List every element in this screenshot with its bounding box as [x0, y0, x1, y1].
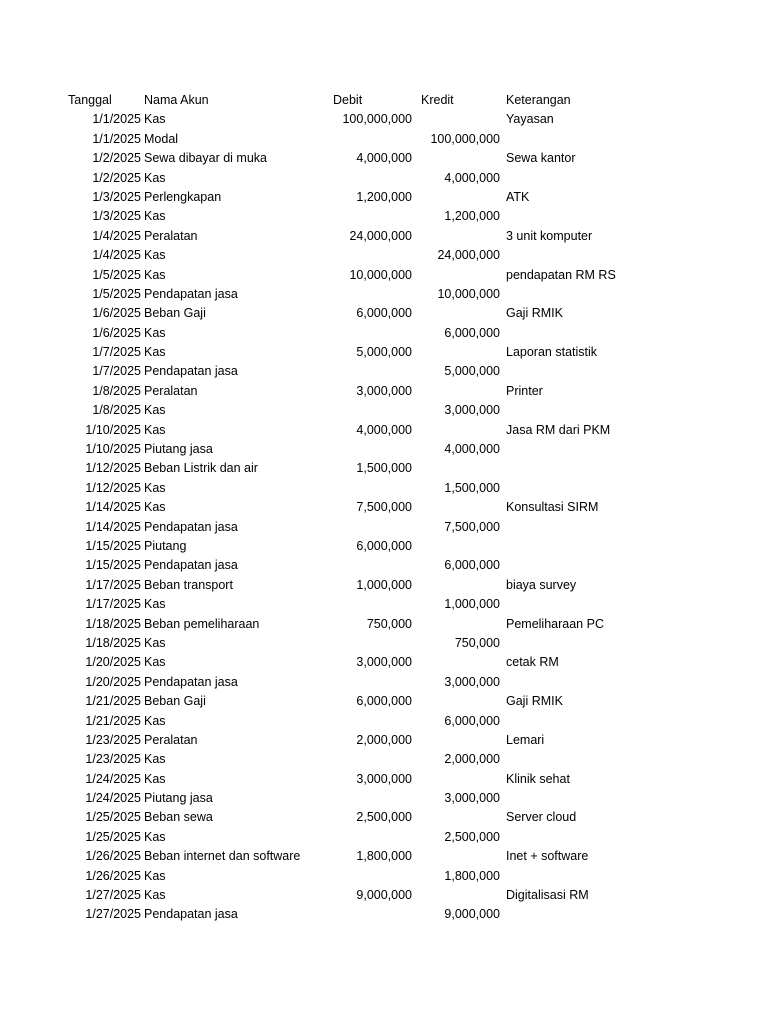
- row-account: Pendapatan jasa: [144, 907, 238, 922]
- header-row: [0, 91, 768, 110]
- row-date: 1/5/2025: [92, 286, 141, 301]
- row-account: Piutang: [144, 538, 187, 553]
- row-account: Kas: [144, 597, 166, 612]
- row-note: Printer: [506, 383, 543, 398]
- row-debit: 3,000,000: [356, 771, 412, 786]
- row-date: 1/20/2025: [85, 674, 141, 689]
- row-debit: 6,000,000: [356, 694, 412, 709]
- row-note: ATK: [506, 189, 530, 204]
- journal-row: [0, 382, 768, 401]
- row-date: 1/8/2025: [92, 383, 141, 398]
- row-credit: 4,000,000: [444, 170, 500, 185]
- row-date: 1/12/2025: [85, 480, 141, 495]
- journal-row: [0, 130, 768, 149]
- row-debit: 3,000,000: [356, 655, 412, 670]
- journal-row: [0, 867, 768, 886]
- row-account: Kas: [144, 888, 166, 903]
- row-credit: 1,000,000: [444, 597, 500, 612]
- row-debit: 3,000,000: [356, 383, 412, 398]
- journal-row: [0, 421, 768, 440]
- row-note: Laporan statistik: [506, 345, 598, 360]
- row-debit: 2,000,000: [356, 732, 412, 747]
- row-debit: 1,800,000: [356, 849, 412, 864]
- journal-row: [0, 595, 768, 614]
- row-credit: 2,500,000: [444, 829, 500, 844]
- row-account: Kas: [144, 345, 166, 360]
- row-account: Kas: [144, 713, 166, 728]
- row-date: 1/14/2025: [85, 500, 141, 515]
- row-note: cetak RM: [506, 655, 559, 670]
- row-credit: 6,000,000: [444, 325, 500, 340]
- row-account: Beban transport: [144, 577, 233, 592]
- row-date: 1/12/2025: [85, 461, 141, 476]
- row-credit: 3,000,000: [444, 791, 500, 806]
- row-note: Server cloud: [506, 810, 577, 825]
- row-account: Beban pemeliharaan: [144, 616, 260, 631]
- journal-row: [0, 207, 768, 226]
- journal-row: [0, 634, 768, 653]
- journal-row: [0, 847, 768, 866]
- journal-row: [0, 459, 768, 478]
- journal-row: [0, 828, 768, 847]
- journal-row: [0, 479, 768, 498]
- journal-row: [0, 149, 768, 168]
- journal-row: [0, 576, 768, 595]
- row-note: Pemeliharaan PC: [506, 616, 604, 631]
- row-credit: 7,500,000: [444, 519, 500, 534]
- journal-row: [0, 246, 768, 265]
- row-debit: 24,000,000: [349, 228, 412, 243]
- row-account: Beban sewa: [144, 810, 213, 825]
- header-credit: Kredit: [421, 93, 454, 107]
- row-date: 1/24/2025: [85, 771, 141, 786]
- row-account: Kas: [144, 325, 166, 340]
- row-note: Yayasan: [506, 112, 554, 127]
- row-debit: 1,000,000: [356, 577, 412, 592]
- row-credit: 6,000,000: [444, 713, 500, 728]
- row-account: Beban Gaji: [144, 694, 206, 709]
- journal-row: [0, 905, 768, 924]
- row-credit: 6,000,000: [444, 558, 500, 573]
- header-debit: Debit: [333, 93, 363, 107]
- row-debit: 1,500,000: [356, 461, 412, 476]
- row-debit: 2,500,000: [356, 810, 412, 825]
- journal-row: [0, 750, 768, 769]
- row-account: Modal: [144, 131, 179, 146]
- row-date: 1/3/2025: [92, 209, 141, 224]
- row-credit: 24,000,000: [437, 248, 500, 263]
- row-credit: 750,000: [454, 635, 500, 650]
- journal-row: [0, 808, 768, 827]
- row-date: 1/27/2025: [85, 888, 141, 903]
- journal-row: [0, 343, 768, 362]
- row-debit: 7,500,000: [356, 500, 412, 515]
- row-account: Kas: [144, 209, 166, 224]
- row-account: Kas: [144, 112, 166, 127]
- row-account: Kas: [144, 868, 166, 883]
- row-date: 1/26/2025: [85, 849, 141, 864]
- journal-row: [0, 188, 768, 207]
- journal-row: [0, 615, 768, 634]
- row-account: Kas: [144, 829, 166, 844]
- row-date: 1/17/2025: [85, 597, 141, 612]
- row-account: Pendapatan jasa: [144, 519, 238, 534]
- row-credit: 1,200,000: [444, 209, 500, 224]
- row-note: Sewa kantor: [506, 151, 576, 166]
- journal-row: [0, 440, 768, 459]
- row-debit: 6,000,000: [356, 306, 412, 321]
- row-date: 1/2/2025: [92, 170, 141, 185]
- journal-row: [0, 498, 768, 517]
- journal-row: [0, 169, 768, 188]
- row-debit: 10,000,000: [349, 267, 412, 282]
- journal-row: [0, 110, 768, 129]
- row-account: Beban internet dan software: [144, 849, 301, 864]
- row-account: Pendapatan jasa: [144, 674, 238, 689]
- journal-row: [0, 304, 768, 323]
- header-date: Tanggal: [68, 93, 112, 107]
- row-date: 1/4/2025: [92, 228, 141, 243]
- row-date: 1/23/2025: [85, 732, 141, 747]
- row-account: Pendapatan jasa: [144, 558, 238, 573]
- row-date: 1/15/2025: [85, 558, 141, 573]
- row-account: Peralatan: [144, 732, 198, 747]
- row-date: 1/21/2025: [85, 694, 141, 709]
- row-note: Lemari: [506, 732, 545, 747]
- row-account: Kas: [144, 248, 166, 263]
- row-date: 1/26/2025: [85, 868, 141, 883]
- header-account: Nama Akun: [144, 93, 209, 107]
- row-date: 1/25/2025: [85, 829, 141, 844]
- header-note: Keterangan: [506, 93, 571, 107]
- row-account: Kas: [144, 267, 166, 282]
- row-date: 1/23/2025: [85, 752, 141, 767]
- row-debit: 4,000,000: [356, 151, 412, 166]
- row-debit: 5,000,000: [356, 345, 412, 360]
- row-date: 1/7/2025: [92, 345, 141, 360]
- row-credit: 9,000,000: [444, 907, 500, 922]
- row-note: biaya survey: [506, 577, 577, 592]
- row-note: Konsultasi SIRM: [506, 500, 599, 515]
- row-date: 1/27/2025: [85, 907, 141, 922]
- row-note: Digitalisasi RM: [506, 888, 589, 903]
- row-debit: 1,200,000: [356, 189, 412, 204]
- row-credit: 5,000,000: [444, 364, 500, 379]
- row-account: Beban Gaji: [144, 306, 206, 321]
- row-note: 3 unit komputer: [506, 228, 593, 243]
- row-account: Piutang jasa: [144, 442, 213, 457]
- journal-row: [0, 692, 768, 711]
- journal-row: [0, 518, 768, 537]
- journal-row: [0, 886, 768, 905]
- row-date: 1/14/2025: [85, 519, 141, 534]
- journal-row: [0, 789, 768, 808]
- row-note: Inet + software: [506, 849, 589, 864]
- row-account: Kas: [144, 422, 166, 437]
- journal-row: [0, 556, 768, 575]
- row-account: Perlengkapan: [144, 189, 222, 204]
- row-debit: 6,000,000: [356, 538, 412, 553]
- row-debit: 9,000,000: [356, 888, 412, 903]
- row-account: Piutang jasa: [144, 791, 213, 806]
- row-date: 1/21/2025: [85, 713, 141, 728]
- journal-sheet: [0, 91, 768, 925]
- journal-row: [0, 266, 768, 285]
- row-note: Jasa RM dari PKM: [506, 422, 611, 437]
- row-credit: 100,000,000: [430, 131, 500, 146]
- row-date: 1/6/2025: [92, 306, 141, 321]
- row-account: Kas: [144, 771, 166, 786]
- journal-row: [0, 770, 768, 789]
- journal-rows: [0, 110, 768, 924]
- journal-row: [0, 227, 768, 246]
- row-credit: 2,000,000: [444, 752, 500, 767]
- row-date: 1/3/2025: [92, 189, 141, 204]
- row-date: 1/1/2025: [92, 131, 141, 146]
- row-date: 1/25/2025: [85, 810, 141, 825]
- row-note: Klinik sehat: [506, 771, 570, 786]
- journal-row: [0, 324, 768, 343]
- row-date: 1/1/2025: [92, 112, 141, 127]
- journal-row: [0, 712, 768, 731]
- row-date: 1/20/2025: [85, 655, 141, 670]
- journal-row: [0, 537, 768, 556]
- row-date: 1/24/2025: [85, 791, 141, 806]
- row-account: Kas: [144, 655, 166, 670]
- journal-row: [0, 362, 768, 381]
- row-account: Sewa dibayar di muka: [144, 151, 267, 166]
- row-date: 1/10/2025: [85, 422, 141, 437]
- row-account: Pendapatan jasa: [144, 364, 238, 379]
- row-date: 1/6/2025: [92, 325, 141, 340]
- row-account: Peralatan: [144, 383, 198, 398]
- row-credit: 1,500,000: [444, 480, 500, 495]
- row-account: Kas: [144, 500, 166, 515]
- row-account: Kas: [144, 635, 166, 650]
- row-account: Kas: [144, 403, 166, 418]
- row-date: 1/17/2025: [85, 577, 141, 592]
- row-note: Gaji RMIK: [506, 306, 563, 321]
- row-note: Gaji RMIK: [506, 694, 563, 709]
- row-account: Peralatan: [144, 228, 198, 243]
- journal-row: [0, 731, 768, 750]
- row-credit: 10,000,000: [437, 286, 500, 301]
- row-account: Kas: [144, 480, 166, 495]
- row-date: 1/15/2025: [85, 538, 141, 553]
- row-date: 1/10/2025: [85, 442, 141, 457]
- row-account: Kas: [144, 752, 166, 767]
- row-date: 1/5/2025: [92, 267, 141, 282]
- row-debit: 4,000,000: [356, 422, 412, 437]
- row-note: pendapatan RM RS: [506, 267, 616, 282]
- row-credit: 3,000,000: [444, 403, 500, 418]
- row-date: 1/18/2025: [85, 616, 141, 631]
- journal-row: [0, 285, 768, 304]
- row-credit: 4,000,000: [444, 442, 500, 457]
- row-date: 1/4/2025: [92, 248, 141, 263]
- row-debit: 750,000: [366, 616, 412, 631]
- row-account: Beban Listrik dan air: [144, 461, 258, 476]
- journal-row: [0, 401, 768, 420]
- row-account: Kas: [144, 170, 166, 185]
- row-account: Pendapatan jasa: [144, 286, 238, 301]
- row-credit: 3,000,000: [444, 674, 500, 689]
- row-debit: 100,000,000: [342, 112, 412, 127]
- journal-row: [0, 653, 768, 672]
- row-date: 1/2/2025: [92, 151, 141, 166]
- journal-row: [0, 673, 768, 692]
- row-date: 1/8/2025: [92, 403, 141, 418]
- row-credit: 1,800,000: [444, 868, 500, 883]
- row-date: 1/7/2025: [92, 364, 141, 379]
- row-date: 1/18/2025: [85, 635, 141, 650]
